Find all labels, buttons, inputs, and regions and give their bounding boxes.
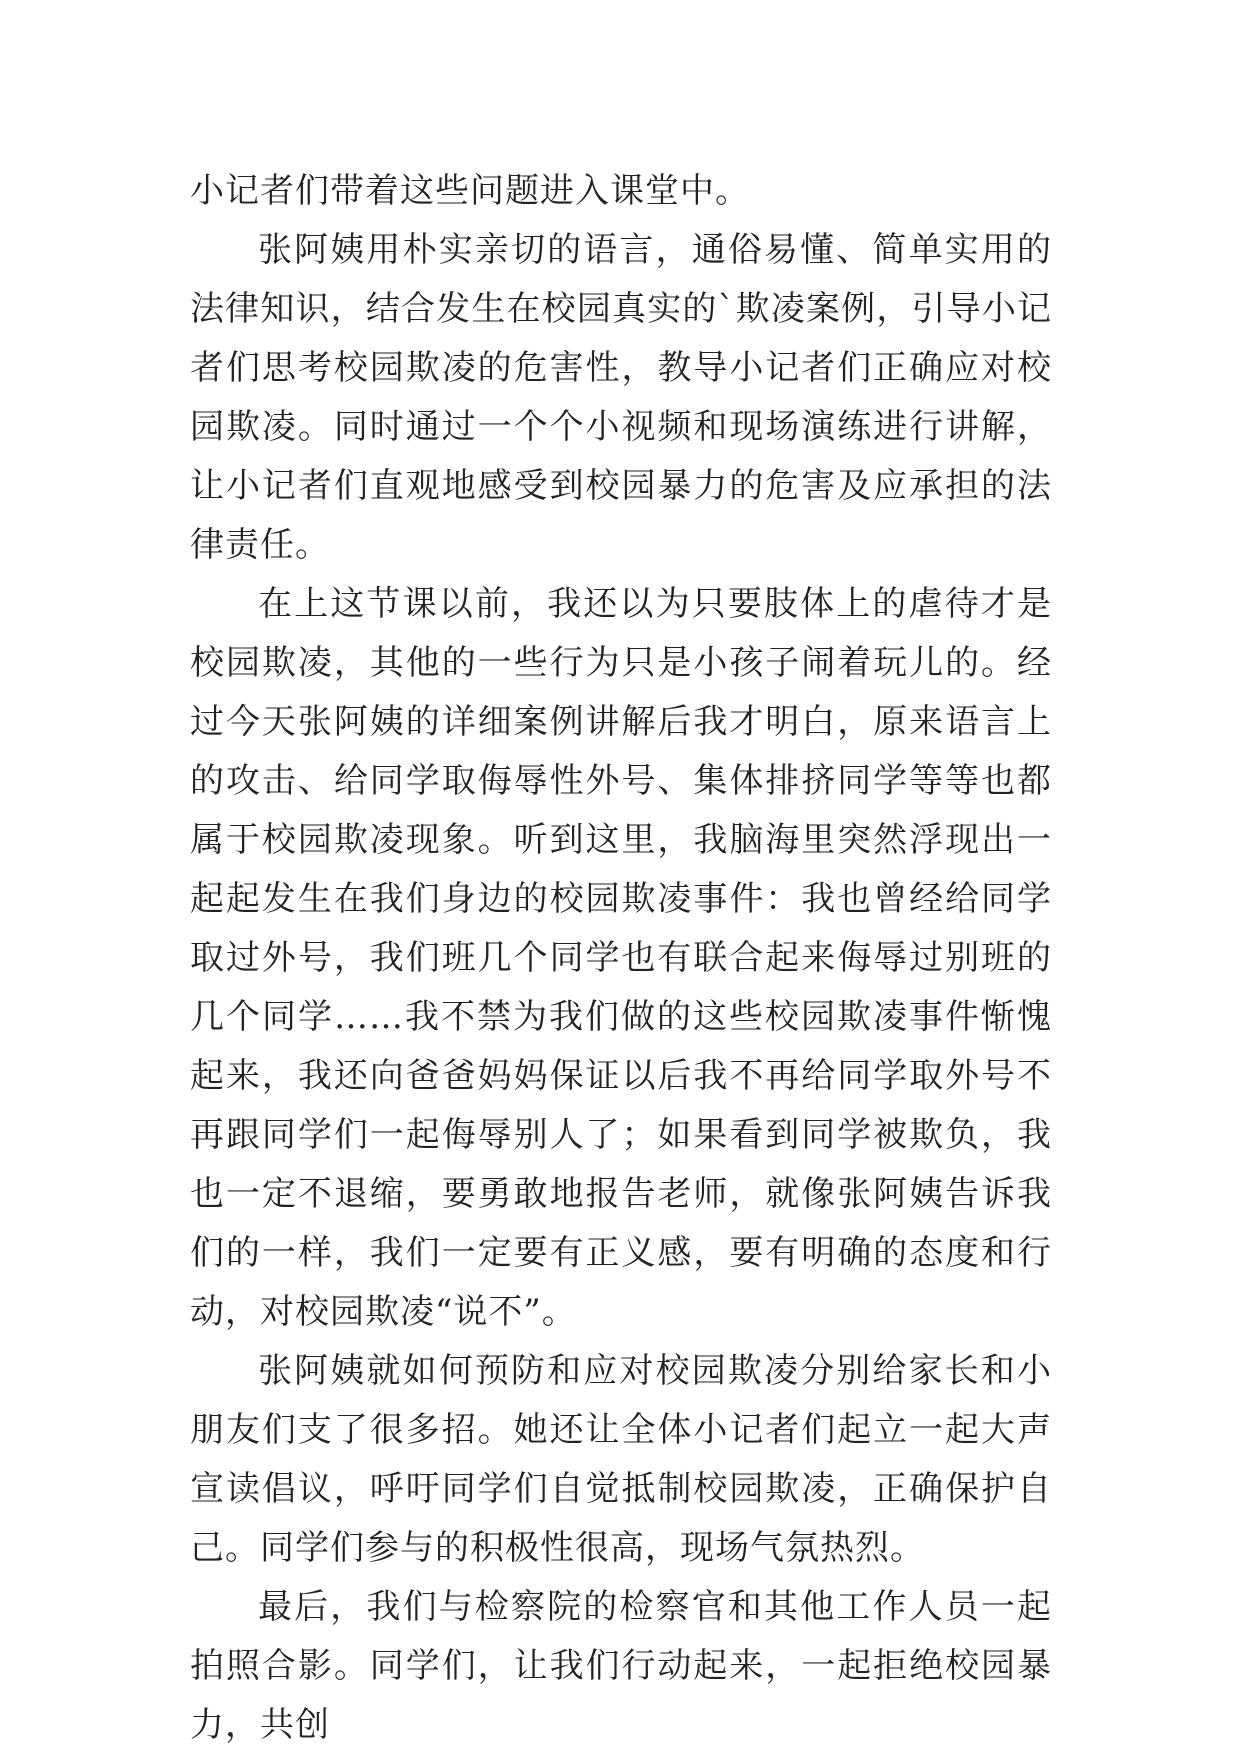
paragraph-4: 张阿姨就如何预防和应对校园欺凌分别给家长和小朋友们支了很多招。她还让全体小记者们起立一起大声宣读倡议，呼吁同学们自觉抵制校园欺凌，正确保护自己。同学们参与的积极性很高，现场气氛热烈。 — [190, 1351, 1052, 1568]
paragraph-2: 张阿姨用朴实亲切的语言，通俗易懂、简单实用的法律知识，结合发生在校园真实的`欺凌案例，引导小记者们思考校园欺凌的危害性，教导小记者们正确应对校园欺凌。同时通过一个个小视频和现场演练进行讲解，让小记者们直观地感受到校园暴力的危害及应承担的法律责任。 — [190, 230, 1052, 565]
document-body — [190, 162, 1052, 1755]
paragraph-1: 小记者们带着这些问题进入课堂中。 — [190, 171, 750, 211]
paragraph-3: 在上这节课以前，我还以为只要肢体上的虐待才是校园欺凌，其他的一些行为只是小孩子闹着玩儿的。经过今天张阿姨的详细案例讲解后我才明白，原来语言上的攻击、给同学取侮辱性外号、集体排挤同学等等也都属于校园欺凌现象。听到这里，我脑海里突然浮现出一起起发生在我们身边的校园欺凌事件：我也曾经给同学取过外号，我们班几个同学也有联合起来侮辱过别班的几个同学……我不禁为我们做的这些校园欺凌事件惭愧起来，我还向爸爸妈妈保证以后我不再给同学取外号不再跟同学们一起侮辱别人了；如果看到同学被欺负，我也一定不退缩，要勇敢地报告老师，就像张阿姨告诉我们的一样，我们一定要有正义感，要有明确的态度和行动，对校园欺凌“说不”。 — [190, 584, 1052, 1332]
paragraph-5: 最后，我们与检察院的检察官和其他工作人员一起拍照合影。同学们，让我们行动起来，一起拒绝校园暴力，共创 — [190, 1587, 1052, 1745]
